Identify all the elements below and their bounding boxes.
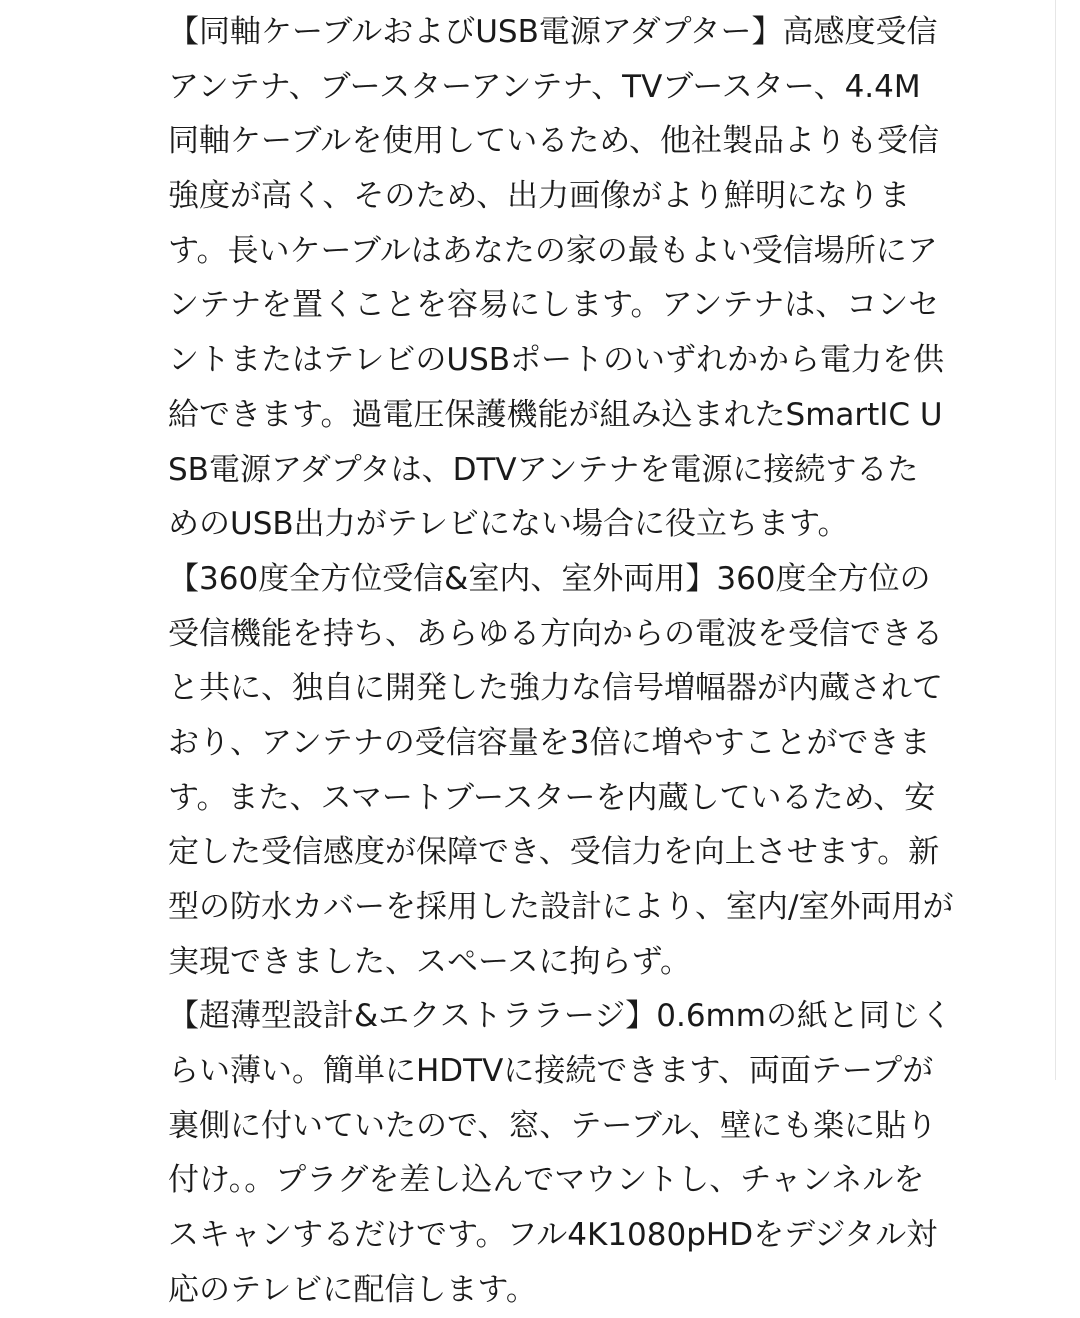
text-line: と共に、独自に開発した強力な信号増幅器が内蔵されて <box>168 670 943 707</box>
text-line: 強度が高く、そのため、出力画像がより鮮明になりま <box>168 178 911 215</box>
text-line: 給できます。過電圧保護機能が組み込まれたSmartIC U <box>168 396 943 433</box>
text-line: 受信機能を持ち、あらゆる方向からの電波を受信できる <box>168 615 943 652</box>
page-edge-divider <box>1055 0 1056 1080</box>
text-line: おり、アンテナの受信容量を3倍に増やすことができま <box>168 724 931 761</box>
text-line: 裏側に付いていたので、窓、テーブル、壁にも楽に貼り <box>168 1107 938 1144</box>
text-line: す。長いケーブルはあなたの家の最もよい受信場所にア <box>168 232 938 269</box>
description-text <box>168 5 954 1318</box>
text-line: ンテナを置くことを容易にします。アンテナは、コンセ <box>168 287 940 324</box>
text-line: SB電源アダプタは、DTVアンテナを電源に接続するた <box>168 451 919 488</box>
text-line: 【同軸ケーブルおよびUSB電源アダプター】高感度受信 <box>168 14 938 50</box>
text-line: 定した受信感度が保障でき、受信力を向上させます。新 <box>168 834 940 871</box>
paragraph-360-reception <box>168 552 954 990</box>
text-line: 付け。。プラグを差し込んでマウントし、チャンネルを <box>168 1162 925 1199</box>
text-line: 【超薄型設計&エクストララージ】0.6mmの紙と同じく <box>168 998 952 1035</box>
paragraph-ultra-thin <box>168 989 952 1317</box>
text-line: す。また、スマートブースターを内蔵しているため、安 <box>168 779 936 816</box>
text-line: 【360度全方位受信&室内、室外両用】360度全方位の <box>168 560 931 597</box>
text-line: 同軸ケーブルを使用しているため、他社製品よりも受信 <box>168 123 939 160</box>
text-line: アンテナ、ブースターアンテナ、TVブースター、4.4M <box>168 68 921 105</box>
text-line: らい薄い。簡単にHDTVに接続できます、両面テープが <box>168 1053 934 1090</box>
text-line: 型の防水カバーを採用した設計により、室内/室外両用が <box>168 889 954 925</box>
paragraph-coax-usb <box>168 5 945 552</box>
text-line: ントまたはテレビのUSBポートのいずれかから電力を供 <box>168 342 945 379</box>
text-line: 応のテレビに配信します。 <box>168 1271 537 1308</box>
text-line: スキャンするだけです。フル4K1080pHDをデジタル対 <box>168 1217 938 1254</box>
text-line: めのUSB出力がテレビにない場合に役立ちます。 <box>168 506 849 543</box>
text-line: 実現できました、スペースに拘らず。 <box>168 943 691 980</box>
